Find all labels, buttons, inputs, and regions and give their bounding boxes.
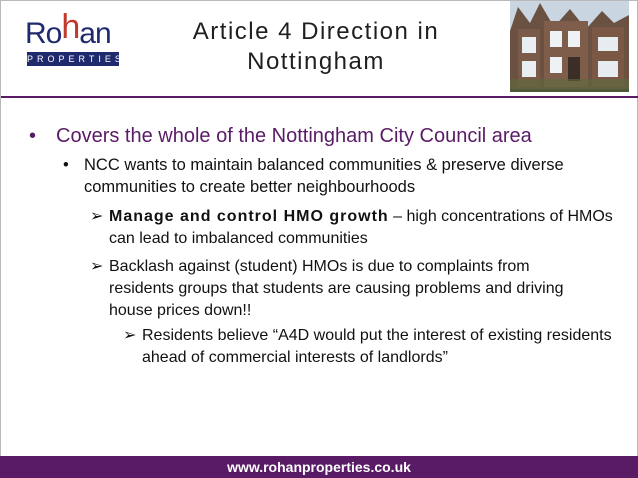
logo-part-an: an	[79, 17, 111, 50]
bullet-item-1-text	[109, 206, 619, 250]
arrow-bullet-icon: ➢	[90, 258, 104, 275]
footer-url: www.rohanproperties.co.uk	[227, 459, 411, 475]
bullet-item-1-rest: – high concentrations of HMOs can lead to imbalanced communities	[109, 208, 613, 247]
bullet-item-2-text: Backlash against (student) HMOs is due to complaints from residents groups that students are causing problems and driving house prices down!!	[109, 258, 564, 319]
arrow-bullet-icon: ➢	[123, 327, 137, 344]
title-line-2: Nottingham	[247, 48, 385, 75]
bullet-item-3-text: Residents believe “A4D would put the interest of existing residents ahead of commercial interests of landlords”	[142, 327, 612, 366]
logo-wordmark	[25, 8, 111, 50]
logo-subtitle: PROPERTIES	[27, 54, 125, 64]
title-line-1: Article 4 Direction in	[192, 18, 440, 45]
house-photo-illustration	[510, 1, 629, 92]
company-logo	[25, 8, 125, 65]
bullet-level2-text: NCC wants to maintain balanced communities & preserve diverse communities to create better neighbourhoods	[84, 156, 564, 196]
slide-title	[151, 17, 481, 77]
footer-bar	[0, 456, 638, 478]
bullet-level1-text: Covers the whole of the Nottingham City Council area	[56, 125, 532, 147]
bullet-dot-icon: •	[63, 156, 69, 174]
house-photo	[510, 1, 629, 92]
bullet-dot-icon: •	[29, 125, 37, 147]
logo-part-ro: Ro	[25, 17, 62, 50]
logo-part-h: h	[61, 8, 80, 46]
bullet-item-1-bold: Manage and control HMO growth	[109, 208, 389, 225]
header-divider	[1, 96, 638, 98]
arrow-bullet-icon: ➢	[90, 208, 104, 225]
